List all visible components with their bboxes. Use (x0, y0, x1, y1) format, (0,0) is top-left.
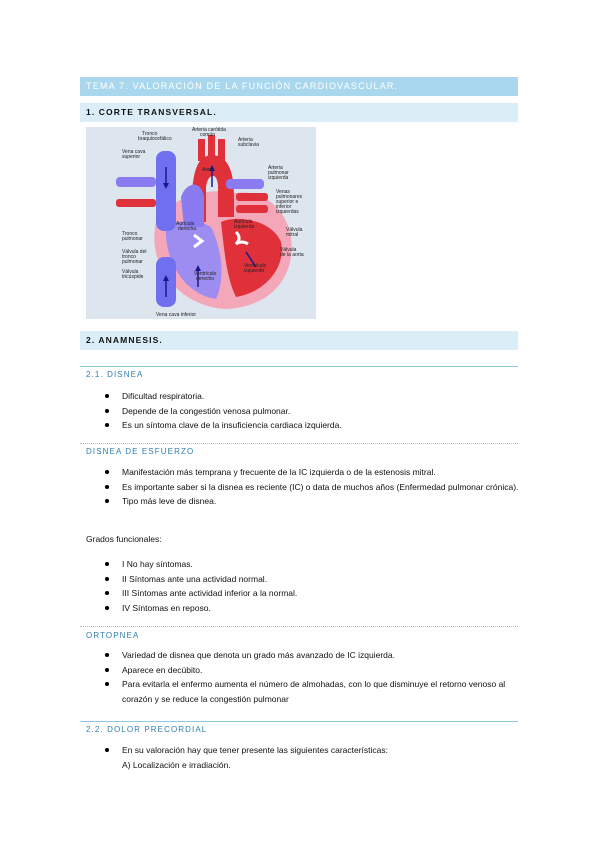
list-item (100, 743, 520, 772)
brachiocephalic-shape (198, 139, 205, 161)
list-item: Variedad de disnea que denota un grado más avanzado de IC izquierda. (100, 648, 520, 663)
list-item: I No hay síntomas. (100, 557, 520, 572)
label-valvula-tronco-pulmonar: Válvula del tronco pulmonar (122, 249, 147, 265)
document-title: TEMA 7. VALORACIÓN DE LA FUNCIÓN CARDIOVASCULAR. (80, 77, 518, 96)
label-ventriculo-der: Ventrículo derecho (194, 271, 217, 282)
section-heading-corte: 1. CORTE TRANSVERSAL. (80, 103, 518, 122)
label-auricula-izq: Aurícula izquierda (234, 219, 255, 230)
list-item: Dificultad respiratoria. (100, 389, 520, 404)
label-valvula-tricuspide: Válvula tricúspide (122, 269, 144, 280)
list-ortopnea (100, 648, 520, 706)
list-item: Manifestación más temprana y frecuente de la IC izquierda o de la estenosis mitral. (100, 465, 520, 480)
label-arteria-pulmonar-izq: Arteria pulmonar izquierda (268, 165, 289, 181)
subclavian-shape (218, 139, 225, 161)
left-pulmonary-artery-shape (226, 179, 264, 189)
label-auricula-der: Aurícula derecha (176, 221, 197, 232)
list-grados (100, 557, 520, 615)
list-disnea-esfuerzo (100, 465, 520, 509)
label-vena-cava-inferior: Vena cava inferior (156, 312, 197, 318)
divider-disnea-esfuerzo (80, 443, 518, 444)
list-item: Para evitarla el enfermo aumenta el número de almohadas, con lo que disminuye el retorno venoso al corazón y se reduce la congestión pulmonar (100, 677, 520, 706)
label-valvula-mitral: Válvula mitral (286, 227, 303, 238)
section-heading-anamnesis: 2. ANAMNESIS. (80, 331, 518, 350)
pulmonary-vein-lower-shape (236, 205, 268, 213)
superior-vena-cava-shape (156, 151, 176, 231)
subheading-dolor-precordial: 2.2. DOLOR PRECORDIAL (86, 725, 208, 734)
label-vena-cava-superior: Vena cava superior (122, 149, 146, 160)
right-pulmonary-artery-shape (116, 177, 156, 187)
subheading-disnea: 2.1. DISNEA (86, 370, 144, 379)
list-item: Es importante saber si la disnea es reciente (IC) o data de muchos años (Enfermedad pulmonar crónica). (100, 480, 520, 495)
subheading-disnea-esfuerzo: DISNEA DE ESFUERZO (86, 447, 195, 456)
grados-funcionales-label: Grados funcionales: (86, 534, 162, 544)
divider-disnea (80, 366, 518, 367)
label-venas-pulmonares: Venas pulmonares superior e inferior izquierdas (276, 189, 303, 215)
list-item: Tipo más leve de disnea. (100, 494, 520, 509)
dolor-item-text: En su valoración hay que tener presente las siguientes características: (122, 745, 389, 755)
label-tronco-pulmonar: Tronco pulmonar (122, 231, 143, 242)
right-pulmonary-vein-shape (116, 199, 156, 207)
label-aorta: Aorta (202, 167, 214, 173)
label-ventriculo-izq: Ventrículo izquierdo (244, 263, 267, 274)
divider-dolor (80, 721, 518, 722)
list-disnea (100, 389, 520, 433)
divider-ortopnea (80, 626, 518, 627)
list-item: IV Síntomas en reposo. (100, 601, 520, 616)
list-item: III Síntomas ante actividad inferior a la normal. (100, 586, 520, 601)
pulmonary-vein-upper-shape (236, 193, 268, 201)
label-arteria-subclavia: Arteria subclavia (238, 137, 259, 148)
label-tronco-braquio: Tronco braquiocefálico (138, 131, 172, 142)
subheading-ortopnea: ORTOPNEA (86, 631, 140, 640)
list-dolor (100, 743, 520, 772)
list-item: II Síntomas ante una actividad normal. (100, 572, 520, 587)
list-item: Aparece en decúbito. (100, 663, 520, 678)
dolor-subitem-text: A) Localización e irradiación. (122, 759, 231, 770)
list-item: Depende de la congestión venosa pulmonar. (100, 404, 520, 419)
label-valvula-aorta: Válvula de la aorta (280, 247, 304, 258)
carotid-shape (208, 135, 215, 159)
label-arteria-carotida: Arteria carótida común (192, 127, 226, 138)
list-item: Es un síntoma clave de la insuficiencia cardiaca izquierda. (100, 418, 520, 433)
heart-diagram (86, 127, 316, 319)
